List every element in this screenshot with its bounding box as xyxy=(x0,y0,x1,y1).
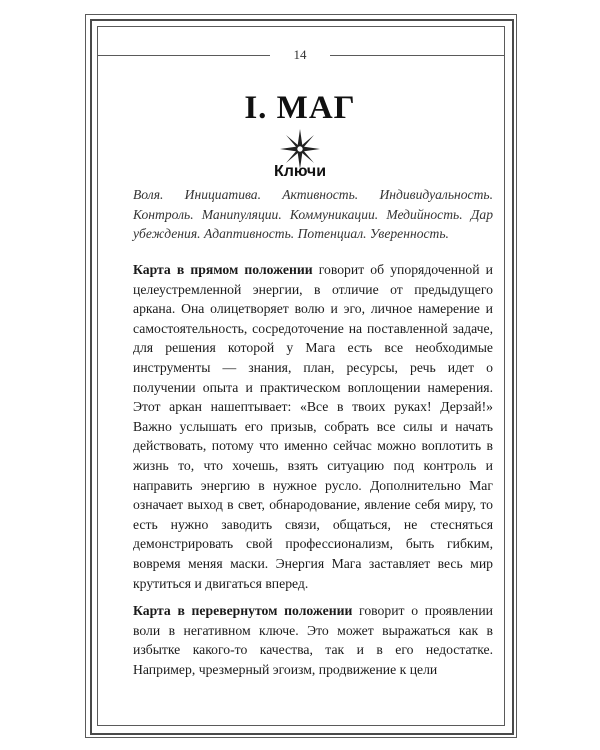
reversed-paragraph xyxy=(133,601,493,679)
page-title: I. МАГ xyxy=(244,90,356,126)
upright-lead: Карта в прямом положении xyxy=(133,262,313,277)
page-number: 14 xyxy=(293,47,307,62)
reversed-text: говорит о проявлении воли в негативном ключе. Это может выражаться как в избытке какого-то качества, так и в его недостатке. Например, чрезмерный эгоизм, продвижение к цели xyxy=(133,603,493,677)
keywords-list: Воля. Инициатива. Активность. Индивидуальность. Контроль. Манипуляции. Коммуникации. Медийность. Дар убеждения. Адаптивность. Потенциал. Уверенность. xyxy=(133,187,493,241)
reversed-lead: Карта в перевернутом положении xyxy=(133,603,353,618)
upright-text: говорит об упорядоченной и целеустремленной энергии, в отличие от предыдущего аркана. Она олицетворяет волю и эго, личное намерение и самостоятельность, сосредоточение на поставленной задаче, для решения которой у Мага есть все необходимые инструменты — знания, план, ресурсы, речь идет о получении опыта и практическом воплощении намерения. Этот аркан нашептывает: «Все в твоих руках! Дерзай!» Важно услышать его призыв, собрать все силы и начать действовать, потому что именно сейчас можно воплотить в жизнь то, что хочешь, взять ситуацию под контроль и направить энергию в нужное русло. Дополнительно Маг означает выход в свет, обнародование, явление себя миру, то есть нужно заводить связи, общаться, не стесняться демонстрировать свой профессионализм, быть гибким, вовремя меняя маски. Энергия Мага заставляет весь мир крутиться и двигаться вперед. xyxy=(133,262,493,591)
page-number-box xyxy=(270,44,330,64)
upright-paragraph xyxy=(133,260,493,593)
keys-heading: Ключи xyxy=(273,163,327,180)
